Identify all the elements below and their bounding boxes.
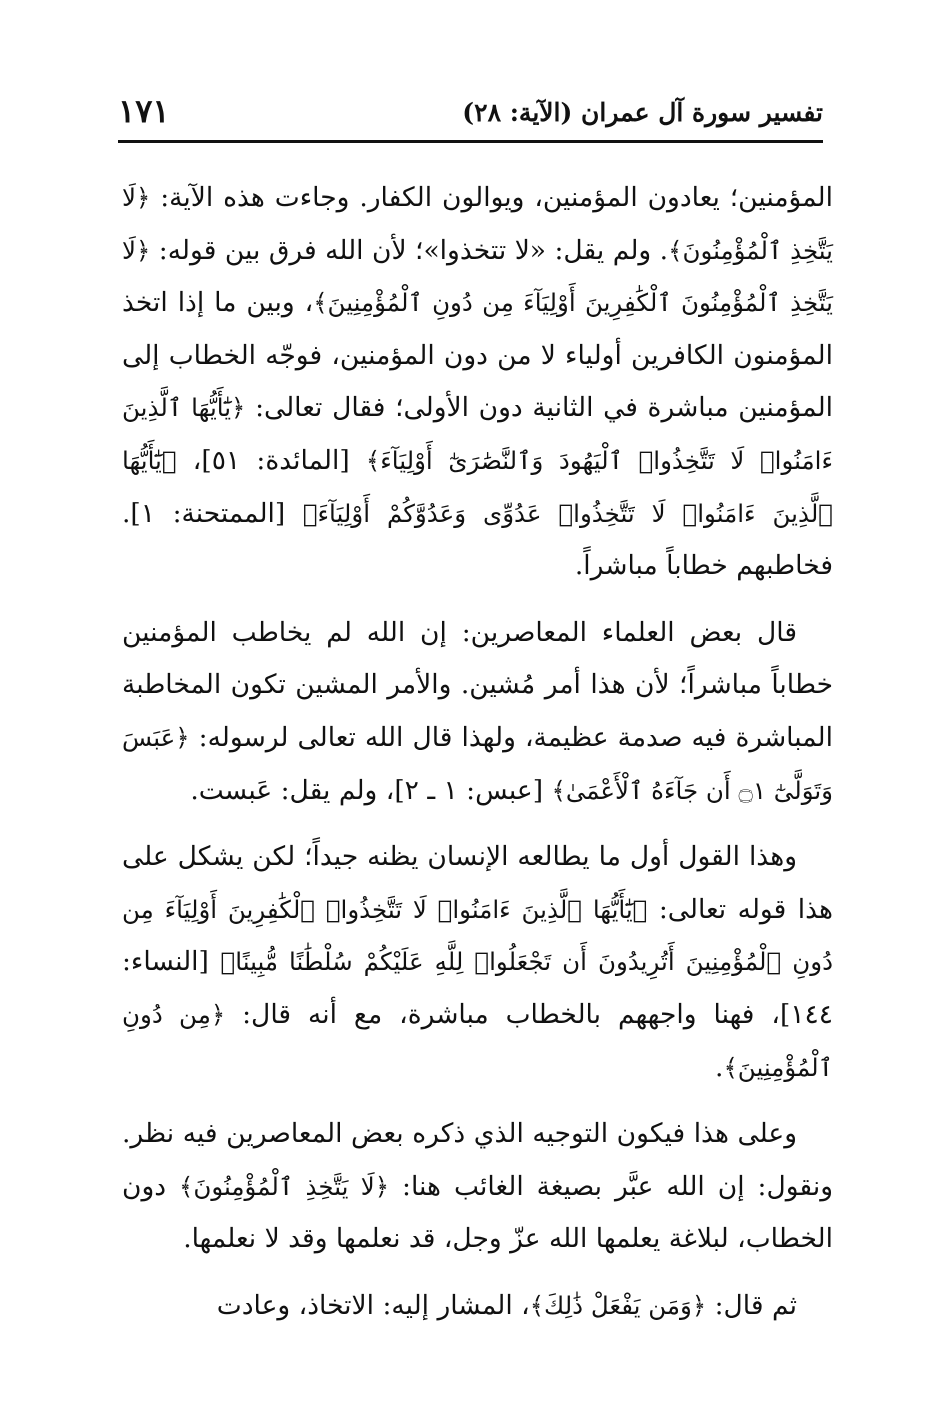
quran-quote: ﴿لَا يَتَّخِذِ ٱلْمُؤْمِنُونَ ٱلْكَٰفِرِينَ أَوْلِيَآءَ مِن دُونِ ٱلْمُؤْمِنِينَ﴾ — [122, 235, 833, 318]
quran-quote: ﴿يَٰٓأَيُّهَا ٱلَّذِينَ ءَامَنُوا۟ لَا تَتَّخِذُوا۟ ٱلْيَهُودَ وَٱلنَّصَٰرَىٰٓ أَوْلِيَآءَ﴾ — [122, 393, 833, 475]
body-text: دون الخطاب، لبلاغة يعلمها الله عزّ وجل، قد نعلمها وقد لا نعلمها. — [122, 1170, 833, 1255]
paragraph — [122, 172, 833, 593]
running-header — [118, 92, 823, 136]
body-text: [الممتحنة: ١]. فخاطبهم خطاباً مباشراً. — [122, 497, 833, 582]
body-text: [النساء: ١٤٤]، فهنا واجههم بالخطاب مباشرة، مع أنه قال: — [122, 946, 833, 1030]
quran-quote: ﴿وَمَن يَفْعَلْ ذَٰلِكَ﴾ — [529, 1290, 707, 1320]
quran-quote: ﴿لَا يَتَّخِذِ ٱلْمُؤْمِنُونَ﴾ — [122, 183, 833, 265]
body-text: ، وبين ما إذا اتخذ المؤمنون الكافرين أولياء لا من دون المؤمنين، فوجّه الخطاب إلى المؤمنين مباشرة في الثانية دون الأولى؛ فقال تعالى: — [122, 287, 834, 424]
quran-quote: ﴿عَبَسَ وَتَوَلَّىٰٓ ۝١ أَن جَآءَهُ ٱلْأَعْمَىٰ﴾ — [122, 722, 833, 805]
body-text: ثم قال: — [706, 1289, 797, 1321]
body-text: المؤمنين؛ يعادون المؤمنين، ويوالون الكفار. وجاءت هذه الآية: — [150, 182, 833, 213]
quran-quote: ﴿يَٰٓأَيُّهَا ٱلَّذِينَ ءَامَنُوا۟ لَا تَتَّخِذُوا۟ ٱلْكَٰفِرِينَ أَوْلِيَآءَ مِن دُونِ ٱلْمُؤْمِنِينَ أَتُرِيدُونَ أَن تَجْعَلُوا۟ لِلَّهِ عَلَيْكُمْ سُلْطَٰنًا مُّبِينًا﴾ — [122, 894, 833, 977]
quran-quote: ﴿يَٰٓأَيُّهَا ٱلَّذِينَ ءَامَنُوا۟ لَا تَتَّخِذُوا۟ عَدُوِّى وَعَدُوَّكُمْ أَوْلِيَآءَ﴾ — [122, 445, 834, 528]
page-number: ١٧١ — [118, 92, 170, 130]
page-body — [122, 172, 833, 1332]
body-text: . ولم يقل: «لا تتخذوا»؛ لأن الله فرق بين قوله: — [150, 234, 669, 266]
paragraph — [122, 1108, 833, 1266]
body-text: قال بعض العلماء المعاصرين: إن الله لم يخاطب المؤمنين خطاباً مباشراً؛ لأن هذا أمر مُشين. والأمر المشين تكون المخاطبة المباشرة فيه صدمة عظيمة، ولهذا قال الله تعالى لرسوله: — [122, 616, 833, 753]
body-text: . — [715, 1051, 724, 1083]
paragraph — [122, 1280, 833, 1333]
header-divider — [118, 140, 823, 143]
body-text: [المائدة: ٥١]، — [176, 444, 366, 476]
paragraph — [122, 831, 833, 1094]
quran-quote: ﴿مِن دُونِ ٱلْمُؤْمِنِينَ﴾ — [122, 999, 833, 1082]
quran-quote: ﴿لَا يَتَّخِذِ ٱلْمُؤْمِنُونَ﴾ — [179, 1171, 390, 1201]
body-text: ، المشار إليه: الاتخاذ، وعادت — [216, 1289, 530, 1321]
body-text: وهذا القول أول ما يطالعه الإنسان يظنه جيداً؛ لكن يشكل على هذا قوله تعالى: — [122, 841, 833, 925]
paragraph — [122, 607, 833, 817]
body-text: وعلى هذا فيكون التوجيه الذي ذكره بعض المعاصرين فيه نظر. ونقول: إن الله عبَّر بصيغة الغائب هنا: — [122, 1118, 833, 1202]
body-text: [عبس: ١ ـ ٢]، ولم يقل: عَبست. — [190, 774, 552, 806]
running-header-title: تفسير سورة آل عمران (الآية: ٢٨) — [462, 98, 823, 127]
